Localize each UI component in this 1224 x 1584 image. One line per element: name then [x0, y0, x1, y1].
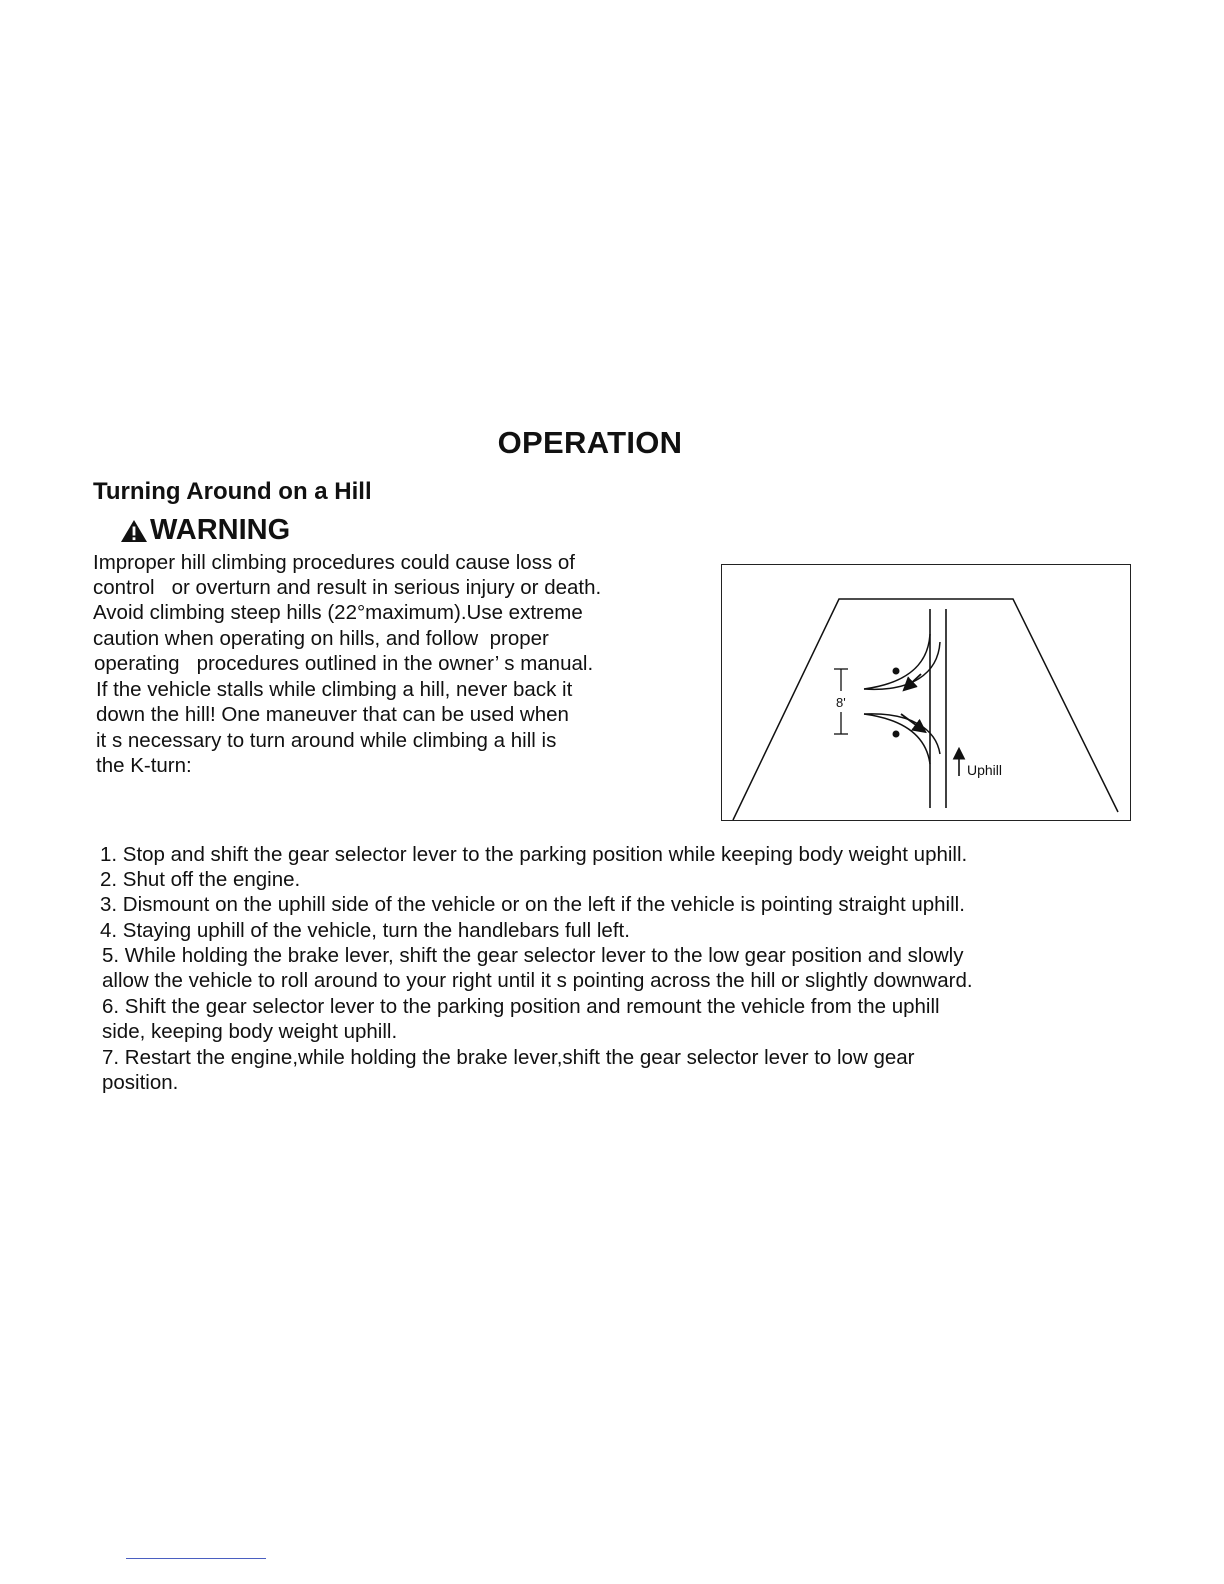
step-item: position.: [102, 1071, 179, 1094]
k-turn-diagram: [721, 564, 1131, 821]
uphill-label: Uphill: [966, 761, 1002, 778]
step-item: 7. Restart the engine,while holding the brake lever,shift the gear selector lever to low gear: [102, 1046, 915, 1069]
vehicle-dot: [892, 730, 899, 737]
arrow-icon: [901, 714, 924, 731]
step-item: 6. Shift the gear selector lever to the parking position and remount the vehicle from the uphill: [102, 995, 940, 1018]
turn-path: [864, 634, 930, 689]
warning-line: operating procedures outlined in the owner’ s manual.: [94, 652, 594, 675]
step-item: 3. Dismount on the uphill side of the vehicle or on the left if the vehicle is pointing straight uphill.: [100, 893, 965, 916]
step-item: 5. While holding the brake lever, shift the gear selector lever to the low gear position and slowly: [102, 944, 964, 967]
step-item: 4. Staying uphill of the vehicle, turn the handlebars full left.: [100, 919, 630, 942]
step-item: 2. Shut off the engine.: [100, 868, 301, 891]
warning-heading: [120, 514, 290, 547]
vehicle-dot: [892, 667, 899, 674]
warning-line: Avoid climbing steep hills (22°maximum).Use extreme: [93, 601, 583, 624]
turn-path: [864, 713, 940, 753]
step-item: allow the vehicle to roll around to your right until it s pointing across the hill or slightly downward.: [102, 969, 973, 992]
warning-line: down the hill! One maneuver that can be used when: [96, 703, 569, 726]
warning-label: WARNING: [150, 514, 291, 546]
arrow-icon: [905, 674, 921, 689]
step-item: side, keeping body weight uphill.: [102, 1020, 398, 1043]
footer-rule: [126, 1558, 266, 1559]
subheading: Turning Around on a Hill: [93, 478, 372, 505]
step-item: 1. Stop and shift the gear selector lever to the parking position while keeping body weight uphill.: [100, 843, 968, 866]
distance-label: 8': [835, 694, 846, 710]
warning-line: Improper hill climbing procedures could cause loss of: [93, 551, 575, 574]
warning-line: If the vehicle stalls while climbing a hill, never back it: [96, 678, 573, 701]
turn-path: [864, 642, 940, 689]
warning-triangle-icon: [120, 519, 148, 543]
warning-line: the K-turn:: [96, 754, 192, 777]
warning-line: it s necessary to turn around while climbing a hill is: [96, 729, 557, 752]
warning-line: control or overturn and result in serious injury or death.: [93, 576, 602, 599]
turn-path: [864, 714, 930, 764]
hill-outline: [733, 599, 1118, 820]
section-title: OPERATION: [497, 425, 683, 460]
warning-line: caution when operating on hills, and follow proper: [93, 627, 549, 650]
